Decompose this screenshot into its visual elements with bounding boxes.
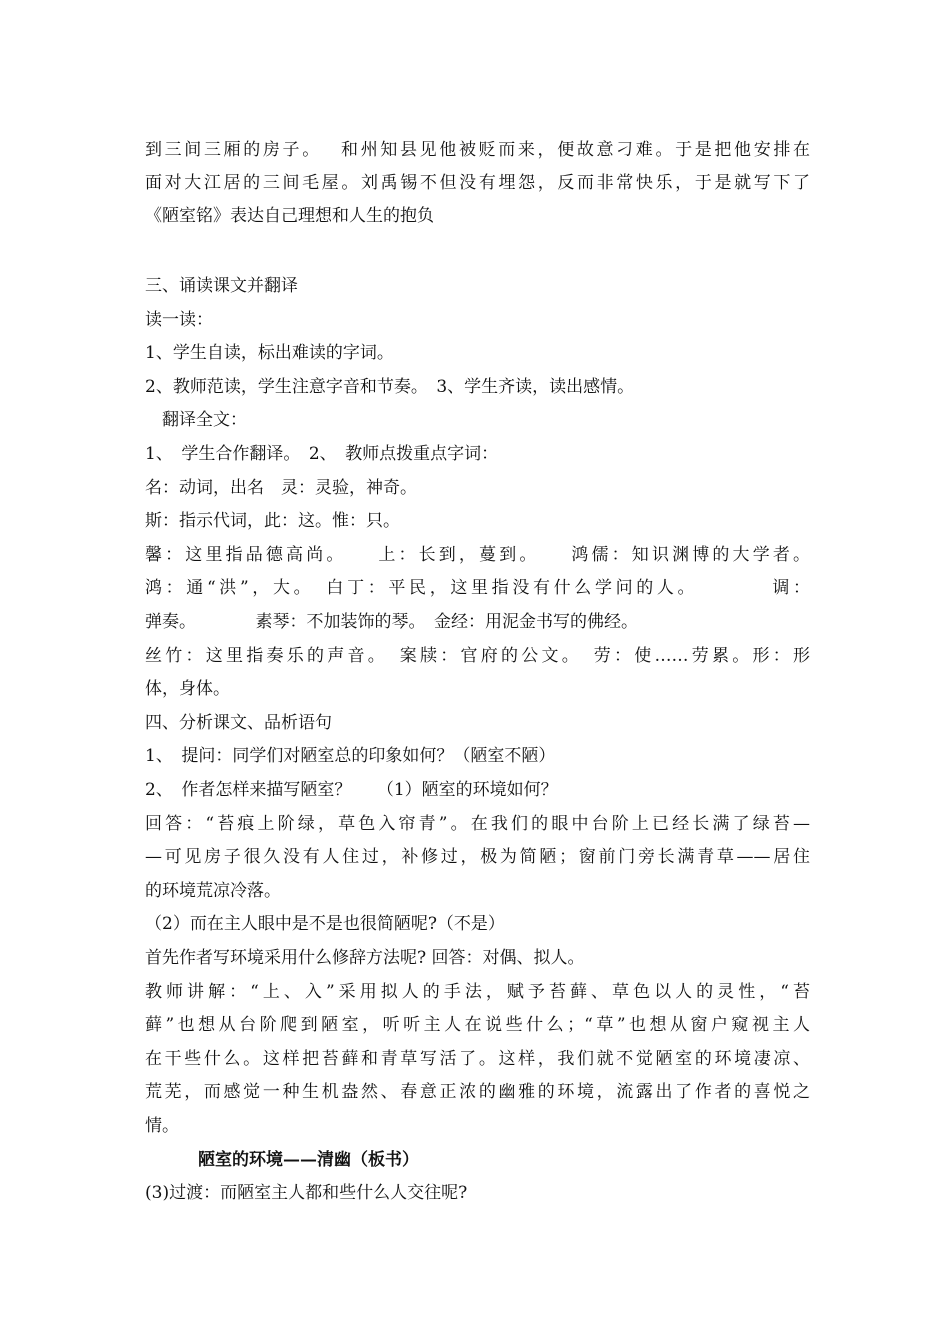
section-heading: 四、分析课文、品析语句 (145, 713, 332, 733)
text-line: 体，身体。 (145, 679, 230, 699)
text-line: （2）而在主人眼中是不是也很简陋呢?（不是） (145, 914, 505, 934)
text-line: 回答：“苔痕上阶绿，草色入帘青”。在我们的眼中台阶上已经长满了绿苔— (145, 814, 810, 834)
text-line: 首先作者写环境采用什么修辞方法呢? 回答：对偶、拟人。 (145, 948, 585, 968)
text-line: 读一读： (145, 310, 213, 330)
text-line: 在干些什么。这样把苔藓和青草写活了。这样，我们就不觉陋室的环境凄凉、 (145, 1049, 810, 1069)
board-note-heading: 陋室的环境——清幽（板书） (198, 1150, 419, 1170)
section-heading: 三、诵读课文并翻译 (145, 276, 298, 296)
text-line: 《陋室铭》表达自己理想和人生的抱负 (145, 206, 434, 226)
text-line: 2、教师范读，学生注意字音和节奏。 3、学生齐读，读出感情。 (145, 377, 635, 397)
text-line: 到三间三厢的房子。 和州知县见他被贬而来，便故意刁难。于是把他安排在 (145, 140, 810, 160)
text-line: 2、 作者怎样来描写陋室？ （1）陋室的环境如何？ (145, 780, 558, 800)
text-line: 面对大江居的三间毛屋。刘禹锡不但没有埋怨，反而非常快乐，于是就写下了 (145, 173, 810, 193)
text-line: 1、学生自读，标出难读的字词。 (145, 343, 394, 363)
text-line: 斯：指示代词，此：这。惟：只。 (145, 511, 400, 531)
text-line: 名：动词，出名 灵：灵验，神奇。 (145, 478, 417, 498)
text-line: 1、 学生合作翻译。 2、 教师点拨重点字词： (145, 444, 499, 464)
text-line: 弹奏。 素琴：不加装饰的琴。 金经：用泥金书写的佛经。 (145, 612, 638, 632)
text-line: 藓”也想从台阶爬到陋室，听听主人在说些什么；“草”也想从窗户窥视主人 (145, 1015, 810, 1035)
text-line: 翻译全文： (145, 410, 247, 430)
text-line: —可见房子很久没有人住过，补修过，极为简陋；窗前门旁长满青草——居住 (145, 847, 810, 867)
text-line: 鸿：通“洪”，大。 白丁：平民，这里指没有什么学问的人。 调： (145, 578, 810, 598)
text-line: 馨：这里指品德高尚。 上：长到，蔓到。 鸿儒：知识渊博的大学者。 (145, 545, 810, 565)
text-line: 教师讲解：“上、入”采用拟人的手法，赋予苔藓、草色以人的灵性，“苔 (145, 982, 810, 1002)
text-line: 情。 (145, 1116, 179, 1136)
text-line: 丝竹：这里指奏乐的声音。 案牍：官府的公文。 劳：使……劳累。形：形 (145, 646, 810, 666)
text-line: (3)过渡：而陋室主人都和些什么人交往呢? (145, 1183, 468, 1203)
text-line: 荒芜，而感觉一种生机盎然、春意正浓的幽雅的环境，流露出了作者的喜悦之 (145, 1082, 810, 1102)
text-line: 的环境荒凉冷落。 (145, 881, 281, 901)
text-line: 1、 提问：同学们对陋室总的印象如何？（陋室不陋） (145, 746, 556, 766)
